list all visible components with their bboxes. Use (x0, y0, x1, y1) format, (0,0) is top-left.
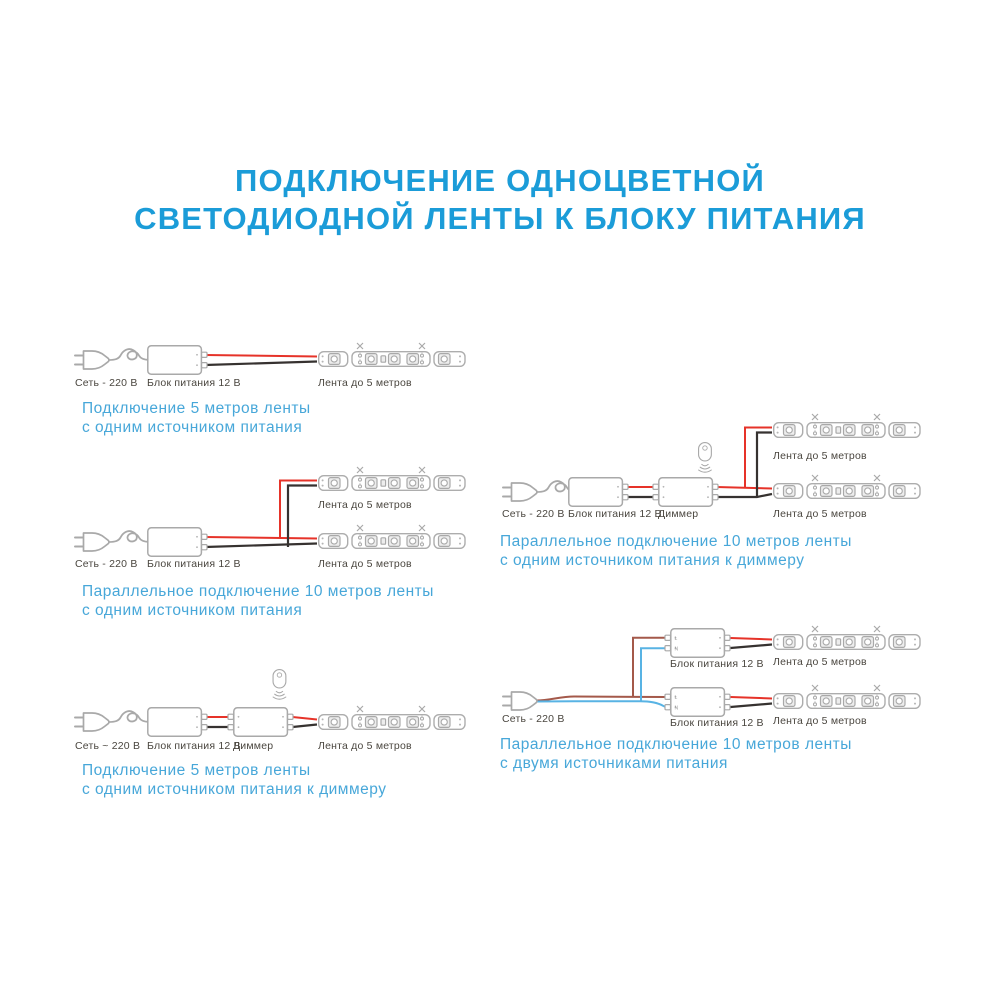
dimmer-label: Диммер (233, 740, 274, 752)
terminal-l-label: L (674, 695, 678, 701)
wire-blue-riser (641, 648, 666, 701)
wire-black (731, 645, 773, 649)
caption-line-2: с одним источником питания (82, 601, 303, 619)
caption-line-2: с двумя источниками питания (500, 754, 728, 772)
psu-box (148, 708, 207, 736)
strip-top-label: Лента до 5 метров (773, 656, 867, 668)
mains-label: Сеть - 220 В (502, 508, 565, 520)
wire-red (731, 638, 773, 640)
led-strip-top (319, 467, 465, 490)
diagram-caption (82, 400, 311, 437)
mains-label: Сеть - 220 В (502, 713, 565, 725)
wire-red (717, 487, 773, 489)
psu-box (148, 346, 207, 374)
wire-red (731, 697, 773, 699)
psu-label: Блок питания 12 В (147, 377, 241, 389)
terminal-n-label: N (674, 646, 679, 653)
psu-bottom-label: Блок питания 12 В (670, 717, 764, 729)
psu-box (569, 478, 628, 506)
wire-red-riser (280, 481, 317, 538)
diagram-caption (82, 762, 386, 799)
led-strip-bottom (319, 525, 465, 548)
led-strip-top (774, 414, 920, 437)
wire-red-riser (745, 428, 772, 488)
dimmer-box (228, 708, 293, 736)
strip-bottom-label: Лента до 5 метров (773, 715, 867, 727)
strip-bottom-label: Лента до 5 метров (318, 558, 412, 570)
mains-label: Сеть - 220 В (75, 558, 138, 570)
wire-black (731, 704, 773, 708)
title-line-2: СВЕТОДИОДНОЙ ЛЕНТЫ К БЛОКУ ПИТАНИЯ (134, 201, 866, 236)
wire-black (293, 725, 318, 728)
diagram-caption (500, 533, 852, 570)
wire-red (293, 717, 318, 720)
caption-line-2: с одним источником питания (82, 418, 303, 436)
strip-top-label: Лента до 5 метров (773, 450, 867, 462)
diagram-10m-parallel-two-psu (503, 626, 920, 716)
led-strip-top (774, 626, 920, 649)
psu-label: Блок питания 12 В (568, 508, 662, 520)
title-line-1: ПОДКЛЮЧЕНИЕ ОДНОЦВЕТНОЙ (234, 163, 766, 198)
diagram-caption (82, 583, 434, 620)
led-strip-bottom (774, 685, 920, 708)
strip-label: Лента до 5 метров (318, 740, 412, 752)
dimmer-label: Диммер (658, 508, 699, 520)
wire-black (205, 362, 317, 366)
remote-control-icon (699, 443, 712, 473)
psu-box-top (665, 629, 730, 657)
power-plug-icon (75, 531, 152, 551)
wire-red (205, 355, 317, 357)
remote-control-icon (273, 670, 286, 700)
caption-line-2: с одним источником питания к диммеру (82, 780, 387, 798)
power-plug-icon (503, 692, 537, 710)
strip-top-label: Лента до 5 метров (318, 499, 412, 511)
psu-box-bottom (665, 688, 730, 716)
strip-label: Лента до 5 метров (318, 377, 412, 389)
terminal-n-label: N (674, 705, 679, 712)
power-plug-icon (75, 711, 152, 731)
dimmer-box (653, 478, 718, 506)
caption-line-2: с одним источником питания к диммеру (500, 551, 805, 569)
page-title (0, 162, 1000, 238)
wire-brown (537, 697, 666, 701)
terminal-l-label: L (674, 636, 678, 642)
power-plug-icon (75, 349, 152, 369)
wire-black (717, 494, 773, 497)
caption-line-1: Параллельное подключение 10 метров ленты (500, 736, 852, 753)
wire-brown-riser (633, 638, 666, 697)
caption-line-1: Параллельное подключение 10 метров ленты (500, 533, 852, 550)
strip-bottom-label: Лента до 5 метров (773, 508, 867, 520)
psu-top-label: Блок питания 12 В (670, 658, 764, 670)
diagram-caption (500, 736, 852, 773)
led-strip-bottom (774, 475, 920, 498)
led-strip (319, 706, 465, 729)
mains-label: Сеть - 220 В (75, 377, 138, 389)
psu-label: Блок питания 12 В (147, 558, 241, 570)
wire-blue (537, 701, 666, 707)
diagram-5m-one-psu (75, 343, 465, 374)
mains-label: Сеть ~ 220 В (75, 740, 141, 752)
psu-label: Блок питания 12 В (147, 740, 241, 752)
wire-red (205, 537, 317, 539)
led-strip (319, 343, 465, 366)
caption-line-1: Подключение 5 метров ленты (82, 762, 311, 779)
wire-black (205, 544, 317, 548)
caption-line-1: Параллельное подключение 10 метров ленты (82, 583, 434, 600)
diagram-5m-one-psu-dimmer (75, 670, 465, 737)
psu-box (148, 528, 207, 556)
caption-line-1: Подключение 5 метров ленты (82, 400, 311, 417)
